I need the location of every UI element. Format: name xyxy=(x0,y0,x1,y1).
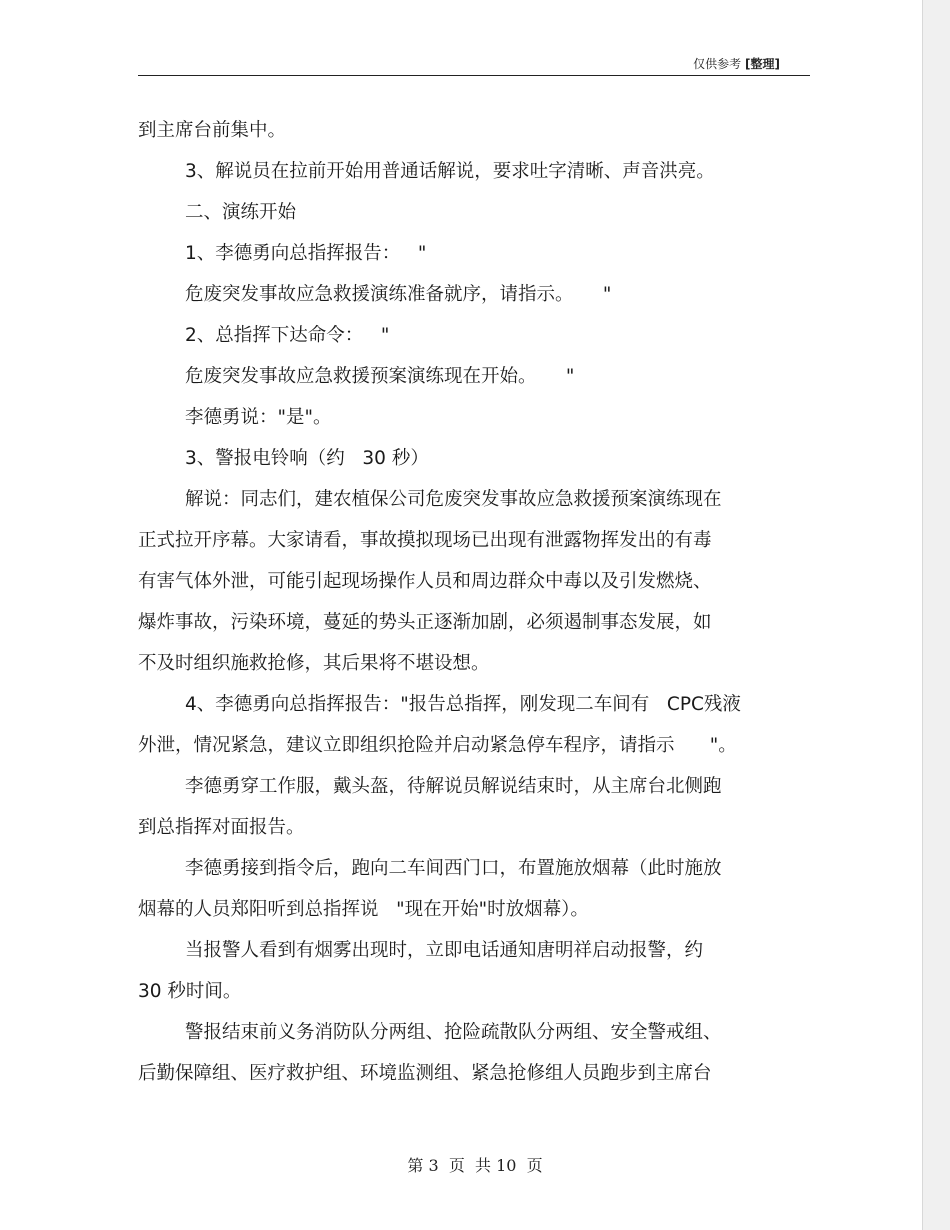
body-line: 后勤保障组、医疗救护组、环境监测组、紧急抢修组人员跑步到主席台 xyxy=(138,1063,712,1084)
header-rule xyxy=(138,75,810,76)
body-line: 不及时组织施救抢修，其后果将不堪设想。 xyxy=(138,653,490,674)
body-line: 危废突发事故应急救援演练准备就序，请指示。 " xyxy=(185,284,612,305)
body-line: 危废突发事故应急救援预案演练现在开始。 " xyxy=(185,366,575,387)
body-line: 正式拉开序幕。大家请看，事故摸拟现场已出现有泄露物挥发出的有毒 xyxy=(138,530,712,551)
header-note-text: 仅供参考 xyxy=(693,57,742,71)
body-line: 警报结束前义务消防队分两组、抢险疏散队分两组、安全警戒组、 xyxy=(185,1022,722,1043)
page-number: 第 3 页 共 10 页 xyxy=(407,1156,543,1175)
body-line: 到总指挥对面报告。 xyxy=(138,817,305,838)
body-line: 解说：同志们，建农植保公司危废突发事故应急救援预案演练现在 xyxy=(185,489,722,510)
body-line: 3、解说员在拉前开始用普通话解说，要求吐字清晰、声音洪亮。 xyxy=(185,161,715,182)
document-body xyxy=(138,110,818,1094)
body-line: 李德勇说："是"。 xyxy=(185,407,332,428)
header-tag: [整理] xyxy=(745,57,780,71)
body-line: 李德勇接到指令后，跑向二车间西门口，布置施放烟幕（此时施放 xyxy=(185,858,722,879)
body-line: 李德勇穿工作服，戴头盔，待解说员解说结束时，从主席台北侧跑 xyxy=(185,776,722,797)
body-line: 到主席台前集中。 xyxy=(138,120,287,141)
body-line: 烟幕的人员郑阳听到总指挥说 "现在开始"时放烟幕）。 xyxy=(138,899,589,920)
header-note xyxy=(693,55,780,72)
body-line: 2、总指挥下达命令： " xyxy=(185,325,390,346)
body-line: 有害气体外泄，可能引起现场操作人员和周边群众中毒以及引发燃烧、 xyxy=(138,571,712,592)
body-line: 当报警人看到有烟雾出现时，立即电话通知唐明祥启动报警，约 xyxy=(185,940,704,961)
body-line: 1、李德勇向总指挥报告： " xyxy=(185,243,427,264)
body-line: 爆炸事故，污染环境，蔓延的势头正逐渐加剧，必须遏制事态发展，如 xyxy=(138,612,712,633)
body-line: 30 秒时间。 xyxy=(138,981,242,1002)
body-line: 3、警报电铃响（约 30 秒） xyxy=(185,448,429,469)
body-line: 外泄，情况紧急，建议立即组织抢险并启动紧急停车程序，请指示 "。 xyxy=(138,735,737,756)
body-line: 二、演练开始 xyxy=(185,202,297,223)
body-line: 4、李德勇向总指挥报告："报告总指挥，刚发现二车间有 CPC残液 xyxy=(185,694,741,715)
